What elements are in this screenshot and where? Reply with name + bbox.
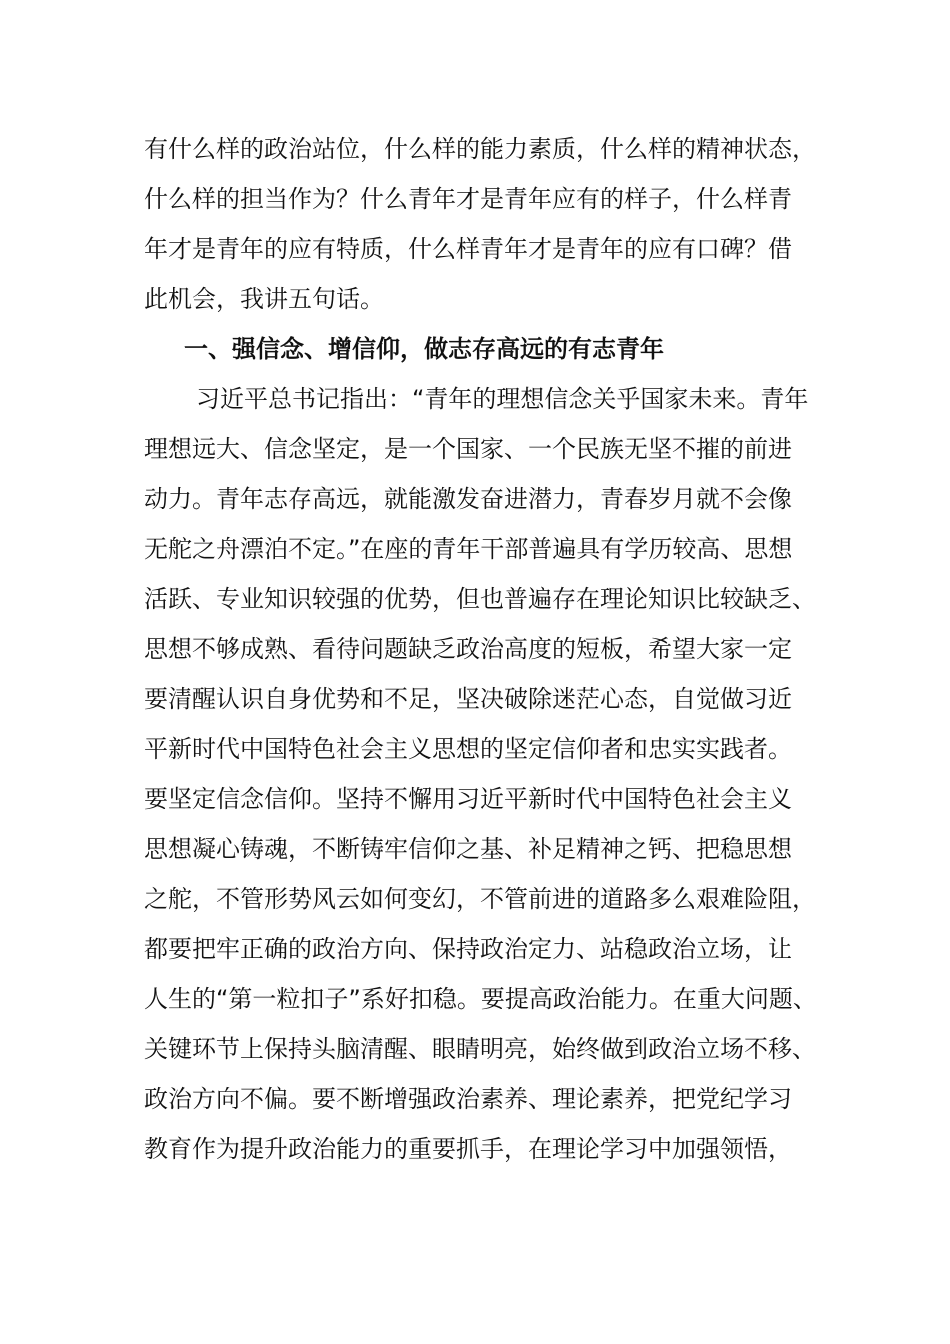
body-text [144, 124, 834, 1174]
paragraph-line: 活跃、专业知识较强的优势，但也普遍存在理论知识比较缺乏、 [144, 585, 816, 613]
paragraph-line: 思想凝心铸魂，不断铸牢信仰之基、补足精神之钙、把稳思想 [144, 835, 792, 863]
section-heading: 一、强信念、增信仰，做志存高远的有志青年 [184, 335, 664, 363]
paragraph-line: 理想远大、信念坚定，是一个国家、一个民族无坚不摧的前进 [144, 435, 792, 463]
paragraph-line: 政治方向不偏。要不断增强政治素养、理论素养，把党纪学习 [144, 1085, 792, 1113]
paragraph-line: 之舵，不管形势风云如何变幻，不管前进的道路多么艰难险阻， [144, 885, 816, 913]
paragraph-line: 要坚定信念信仰。坚持不懈用习近平新时代中国特色社会主义 [144, 785, 792, 813]
paragraph-line: 关键环节上保持头脑清醒、眼睛明亮，始终做到政治立场不移、 [144, 1035, 816, 1063]
paragraph-line: 要清醒认识自身优势和不足，坚决破除迷茫心态，自觉做习近 [144, 685, 792, 713]
paragraph-line: 都要把牢正确的政治方向、保持政治定力、站稳政治立场，让 [144, 935, 792, 963]
paragraph-line: 习近平总书记指出：“青年的理想信念关乎国家未来。青年 [196, 385, 809, 413]
paragraph-line: 教育作为提升政治能力的重要抓手，在理论学习中加强领悟， [144, 1135, 792, 1163]
paragraph-line: 无舵之舟漂泊不定。”在座的青年干部普遍具有学历较高、思想 [144, 535, 793, 563]
paragraph-line: 平新时代中国特色社会主义思想的坚定信仰者和忠实实践者。 [144, 735, 792, 763]
paragraph-line: 思想不够成熟、看待问题缺乏政治高度的短板，希望大家一定 [144, 635, 792, 663]
paragraph-line: 年才是青年的应有特质，什么样青年才是青年的应有口碑？借 [144, 235, 792, 263]
paragraph-line: 有什么样的政治站位，什么样的能力素质，什么样的精神状态， [144, 135, 816, 163]
paragraph-line: 此机会，我讲五句话。 [144, 285, 384, 313]
paragraph-line: 人生的“第一粒扣子”系好扣稳。要提高政治能力。在重大问题、 [144, 985, 817, 1013]
paragraph-line: 什么样的担当作为？什么青年才是青年应有的样子，什么样青 [144, 185, 792, 213]
paragraph-line: 动力。青年志存高远，就能激发奋进潜力，青春岁月就不会像 [144, 485, 792, 513]
